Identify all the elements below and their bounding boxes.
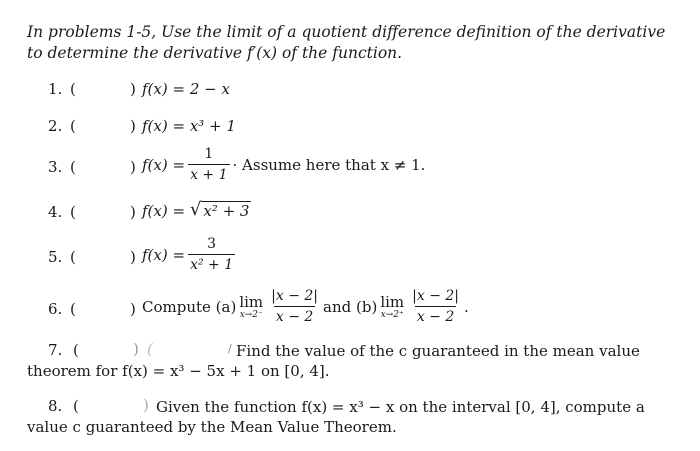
function-expression [142, 201, 251, 220]
fraction-numerator: |x − 2| [271, 288, 319, 304]
answer-close-paren: ) [133, 340, 139, 358]
stray-paren: ( [147, 340, 153, 358]
instructions-text: In problems 1-5, Use the limit of a quotient difference definition of the derivative to determine the derivative f′(x) of the function. [27, 23, 666, 62]
function-rhs: 2 − x [189, 80, 230, 98]
answer-close-paren: ) [130, 117, 136, 135]
problem-8-line2: value c guaranteed by the Mean Value Theorem. [27, 418, 397, 436]
fraction [188, 146, 229, 183]
limit-a [239, 294, 263, 320]
function-expression [142, 146, 425, 183]
answer-open-paren: ( [70, 300, 76, 318]
fraction [188, 236, 235, 273]
answer-open-paren: ( [73, 341, 79, 359]
problem-7-line1: Find the value of the c guaranteed in the mean value [236, 342, 640, 360]
limit-word: lim [239, 292, 264, 311]
function-lhs: f(x) = [142, 80, 186, 98]
problem-number: 8. [48, 397, 63, 415]
problem-8-line1: Given the function f(x) = x³ − x on the interval [0, 4], compute a [156, 398, 645, 416]
answer-open-paren: ( [70, 117, 76, 135]
function-lhs: f(x) = [142, 245, 186, 264]
problem-number: 5. [48, 248, 63, 266]
answer-open-paren: ( [73, 397, 79, 415]
problem-number: 3. [48, 158, 63, 176]
fraction-denominator: x + 1 [188, 164, 229, 183]
function-expression [142, 80, 230, 98]
function-rhs: x³ + 1 [189, 117, 236, 135]
answer-close-paren: ) [130, 80, 136, 98]
answer-open-paren: ( [70, 248, 76, 266]
function-expression [142, 117, 236, 135]
limit-subscript: x→2⁻ [239, 309, 263, 320]
answer-close-paren: ) [130, 203, 136, 221]
part-b-label: and (b) [323, 297, 378, 316]
stray-slash: / [228, 342, 232, 355]
problem-number: 1. [48, 80, 63, 98]
problem-number: 2. [48, 117, 63, 135]
problem-number: 4. [48, 203, 63, 221]
fraction [269, 288, 320, 325]
answer-close-paren: ) [130, 158, 136, 176]
radical-sign: √ [189, 199, 202, 220]
limit-word: lim [380, 292, 405, 311]
problem-number: 7. [48, 341, 63, 359]
limit-subscript: x→2⁺ [380, 309, 404, 320]
limit-expression [142, 288, 469, 325]
limit-b [380, 294, 404, 320]
fraction-denominator: x − 2 [274, 306, 315, 325]
answer-open-paren: ( [70, 203, 76, 221]
answer-close-paren: ) [143, 396, 149, 414]
fraction-numerator: |x − 2| [412, 288, 460, 304]
radicand: x² + 3 [203, 202, 250, 220]
answer-close-paren: ) [130, 248, 136, 266]
assumption-note: · Assume here that x ≠ 1. [232, 155, 426, 174]
function-lhs: f(x) = [142, 201, 186, 220]
answer-open-paren: ( [70, 158, 76, 176]
end-period: . [464, 297, 469, 316]
problem-7-line2: theorem for f(x) = x³ − 5x + 1 on [0, 4]. [27, 362, 330, 380]
function-lhs: f(x) = [142, 117, 186, 135]
problem-number: 6. [48, 300, 63, 318]
fraction-denominator: x² + 1 [188, 254, 235, 273]
part-a-label: Compute (a) [142, 297, 237, 316]
square-root [190, 201, 252, 220]
answer-close-paren: ) [130, 300, 136, 318]
fraction-numerator: 1 [204, 146, 214, 162]
answer-open-paren: ( [70, 80, 76, 98]
fraction-denominator: x − 2 [415, 306, 456, 325]
function-lhs: f(x) = [142, 155, 186, 174]
function-expression [142, 236, 238, 273]
fraction [410, 288, 461, 325]
fraction-numerator: 3 [207, 236, 217, 252]
